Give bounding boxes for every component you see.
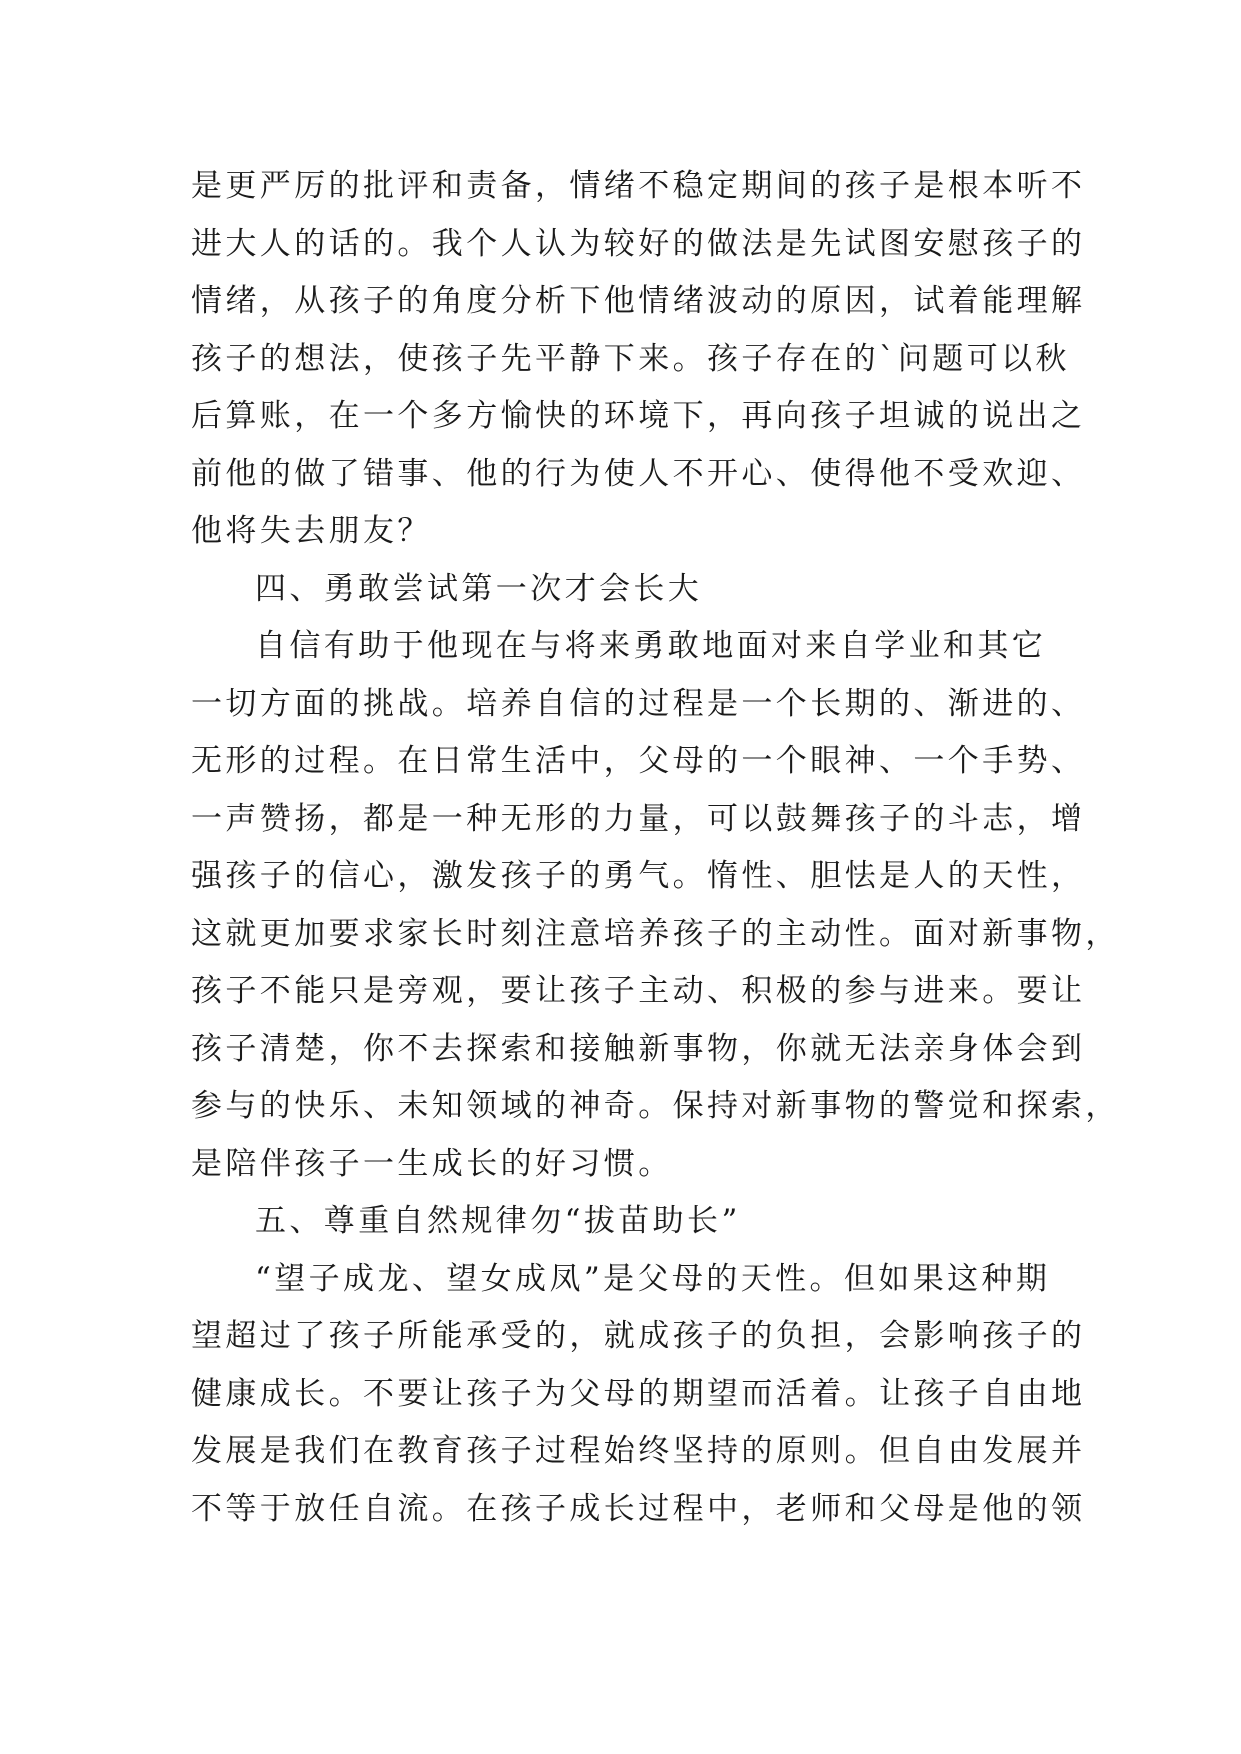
text-line: 一切方面的挑战。培养自信的过程是一个长期的、渐进的、 bbox=[191, 685, 1086, 722]
text-line: “望子成龙、望女成凤”是父母的天性。但如果这种期 bbox=[255, 1260, 1051, 1297]
text-line: 进大人的话的。我个人认为较好的做法是先试图安慰孩子的 bbox=[191, 225, 1086, 262]
text-line: 这就更加要求家长时刻注意培养孩子的主动性。面对新事物， bbox=[191, 915, 1120, 952]
text-line: 是更严厉的批评和责备，情绪不稳定期间的孩子是根本听不 bbox=[191, 168, 1086, 204]
text-line: 孩子的想法，使孩子先平静下来。孩子存在的`问题可以秋 bbox=[191, 340, 1070, 377]
text-line: 强孩子的信心，激发孩子的勇气。惰性、胆怯是人的天性， bbox=[191, 858, 1086, 894]
text-line: 四、勇敢尝试第一次才会长大 bbox=[255, 570, 703, 607]
text-line: 望超过了孩子所能承受的，就成孩子的负担，会影响孩子的 bbox=[191, 1318, 1086, 1354]
text-line: 孩子不能只是旁观，要让孩子主动、积极的参与进来。要让 bbox=[191, 973, 1086, 1009]
text-line: 前他的做了错事、他的行为使人不开心、使得他不受欢迎、 bbox=[191, 455, 1086, 492]
text-line: 是陪伴孩子一生成长的好习惯。 bbox=[191, 1145, 673, 1182]
text-line: 健康成长。不要让孩子为父母的期望而活着。让孩子自由地 bbox=[191, 1375, 1086, 1412]
text-line: 孩子清楚，你不去探索和接触新事物，你就无法亲身体会到 bbox=[191, 1030, 1086, 1067]
text-line: 无形的过程。在日常生活中，父母的一个眼神、一个手势、 bbox=[191, 743, 1086, 779]
text-line: 他将失去朋友？ bbox=[191, 513, 432, 549]
text-line: 参与的快乐、未知领域的神奇。保持对新事物的警觉和探索， bbox=[191, 1088, 1120, 1124]
text-line: 发展是我们在教育孩子过程始终坚持的原则。但自由发展并 bbox=[191, 1433, 1086, 1469]
body-text bbox=[191, 158, 1120, 1538]
text-line: 一声赞扬，都是一种无形的力量，可以鼓舞孩子的斗志，增 bbox=[191, 800, 1086, 837]
text-line: 五、尊重自然规律勿“拔苗助长” bbox=[255, 1203, 741, 1239]
text-line: 情绪，从孩子的角度分析下他情绪波动的原因，试着能理解 bbox=[191, 283, 1086, 319]
text-line: 自信有助于他现在与将来勇敢地面对来自学业和其它 bbox=[255, 628, 1047, 664]
text-line: 不等于放任自流。在孩子成长过程中，老师和父母是他的领 bbox=[191, 1490, 1086, 1527]
text-line: 后算账，在一个多方愉快的环境下，再向孩子坦诚的说出之 bbox=[191, 398, 1086, 434]
